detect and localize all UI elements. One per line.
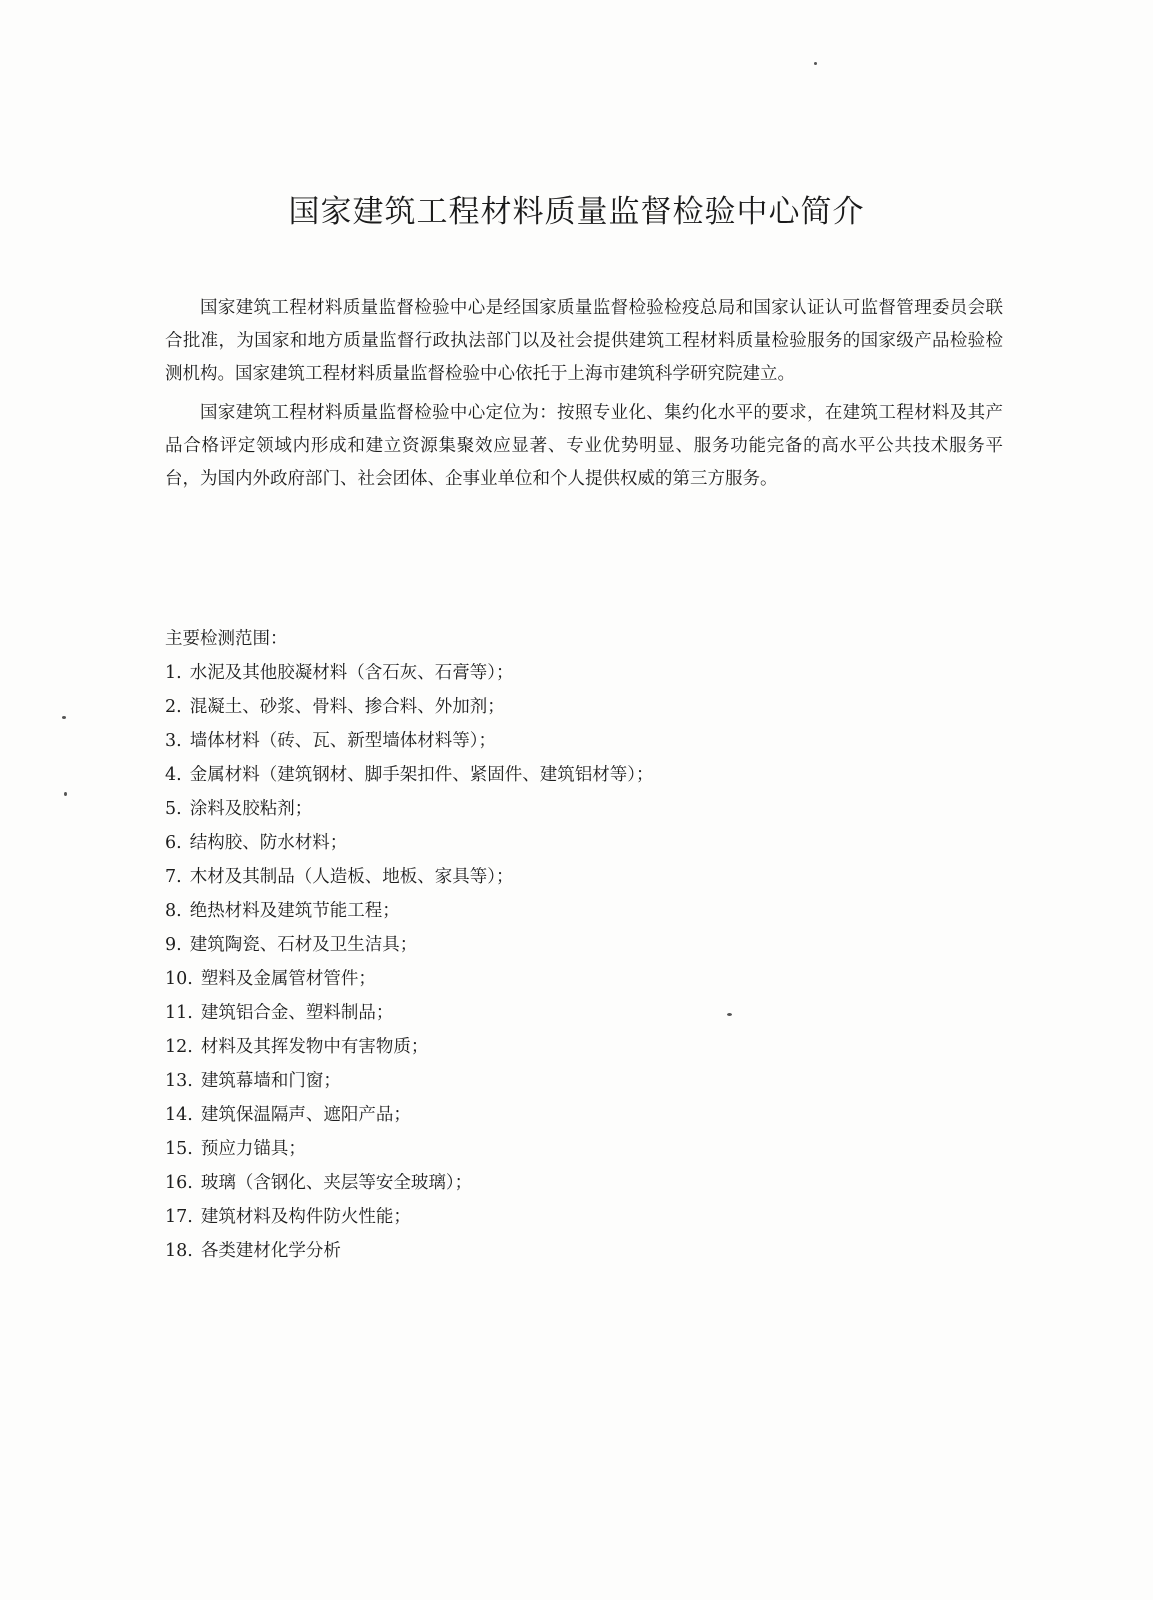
list-item-number: 4. bbox=[165, 765, 182, 785]
list-item-text: 绝热材料及建筑节能工程； bbox=[189, 901, 400, 921]
list-item bbox=[165, 690, 985, 724]
scope-section bbox=[165, 622, 985, 1268]
list-item-text: 建筑幕墙和门窗； bbox=[200, 1071, 341, 1091]
list-item-number: 3. bbox=[165, 731, 182, 751]
list-item bbox=[165, 860, 985, 894]
list-item-number: 14. bbox=[165, 1105, 193, 1125]
scope-heading: 主要检测范围： bbox=[165, 629, 288, 649]
list-item-text: 水泥及其他胶凝材料（含石灰、石膏等）； bbox=[189, 663, 514, 683]
list-item-number: 12. bbox=[165, 1037, 193, 1057]
list-item-text: 木材及其制品（人造板、地板、家具等）； bbox=[189, 867, 514, 887]
list-item-number: 8. bbox=[165, 901, 182, 921]
list-item-number: 5. bbox=[165, 799, 182, 819]
list-item bbox=[165, 792, 985, 826]
list-item bbox=[165, 758, 985, 792]
list-item bbox=[165, 928, 985, 962]
list-item bbox=[165, 962, 985, 996]
scan-speck bbox=[727, 1013, 732, 1016]
scan-speck bbox=[814, 62, 817, 65]
list-item-text: 建筑铝合金、塑料制品； bbox=[200, 1003, 394, 1023]
list-item-number: 6. bbox=[165, 833, 182, 853]
list-item-text: 金属材料（建筑钢材、脚手架扣件、紧固件、建筑铝材等）； bbox=[189, 765, 654, 785]
list-item bbox=[165, 1166, 985, 1200]
scan-speck bbox=[64, 792, 67, 796]
list-item bbox=[165, 826, 985, 860]
list-item bbox=[165, 1098, 985, 1132]
intro-paragraph: 国家建筑工程材料质量监督检验中心是经国家质量监督检验检疫总局和国家认证认可监督管理委员会联合批准，为国家和地方质量监督行政执法部门以及社会提供建筑工程材料质量检验服务的国家级产品检验检测机构。国家建筑工程材料质量监督检验中心依托于上海市建筑科学研究院建立。 bbox=[165, 298, 1003, 384]
list-item bbox=[165, 1132, 985, 1166]
list-item-number: 9. bbox=[165, 935, 182, 955]
list-item-number: 10. bbox=[165, 969, 193, 989]
list-item-number: 7. bbox=[165, 867, 182, 887]
list-item-number: 16. bbox=[165, 1173, 193, 1193]
list-item-number: 11. bbox=[165, 1003, 193, 1023]
list-item bbox=[165, 724, 985, 758]
page-title: 国家建筑工程材料质量监督检验中心简介 bbox=[288, 194, 865, 230]
list-item bbox=[165, 656, 985, 690]
list-item-text: 建筑保温隔声、遮阳产品； bbox=[200, 1105, 411, 1125]
list-item-number: 2. bbox=[165, 697, 182, 717]
list-item-text: 结构胶、防水材料； bbox=[189, 833, 348, 853]
list-item bbox=[165, 1200, 985, 1234]
list-item-number: 15. bbox=[165, 1139, 193, 1159]
intro-section bbox=[165, 292, 1003, 502]
list-item-text: 建筑陶瓷、石材及卫生洁具； bbox=[189, 935, 418, 955]
list-item-text: 塑料及金属管材管件； bbox=[200, 969, 376, 989]
scope-list bbox=[165, 656, 985, 1268]
scan-speck bbox=[62, 716, 66, 719]
list-item bbox=[165, 1234, 985, 1268]
list-item-text: 材料及其挥发物中有害物质； bbox=[200, 1037, 429, 1057]
list-item-number: 13. bbox=[165, 1071, 193, 1091]
intro-paragraph: 国家建筑工程材料质量监督检验中心定位为：按照专业化、集约化水平的要求，在建筑工程材料及其产品合格评定领域内形成和建立资源集聚效应显著、专业优势明显、服务功能完备的高水平公共技术服务平台，为国内外政府部门、社会团体、企事业单位和个人提供权威的第三方服务。 bbox=[165, 403, 1003, 489]
list-item-text: 预应力锚具； bbox=[200, 1139, 306, 1159]
list-item-text: 各类建材化学分析 bbox=[200, 1241, 341, 1261]
list-item-number: 18. bbox=[165, 1241, 193, 1261]
list-item-number: 17. bbox=[165, 1207, 193, 1227]
list-item-text: 墙体材料（砖、瓦、新型墙体材料等）； bbox=[189, 731, 496, 751]
list-item-text: 玻璃（含钢化、夹层等安全玻璃）； bbox=[200, 1173, 473, 1193]
list-item bbox=[165, 1064, 985, 1098]
list-item-text: 混凝土、砂浆、骨料、掺合料、外加剂； bbox=[189, 697, 505, 717]
list-item bbox=[165, 996, 985, 1030]
list-item bbox=[165, 1030, 985, 1064]
list-item-text: 建筑材料及构件防火性能； bbox=[200, 1207, 411, 1227]
list-item bbox=[165, 894, 985, 928]
list-item-number: 1. bbox=[165, 663, 182, 683]
list-item-text: 涂料及胶粘剂； bbox=[189, 799, 313, 819]
